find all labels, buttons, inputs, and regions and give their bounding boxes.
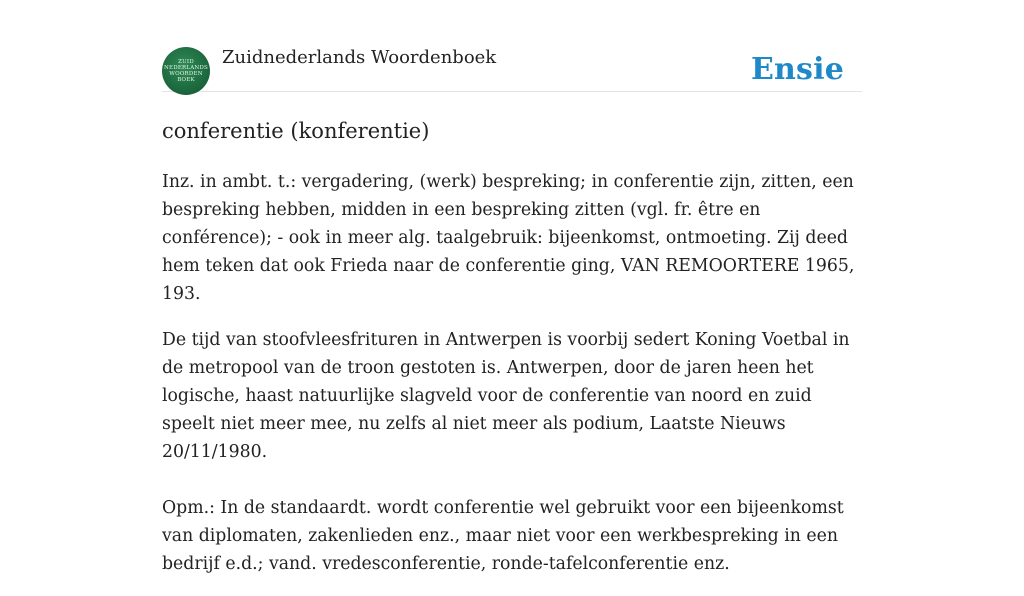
logo-line-4: BOEK — [177, 77, 195, 83]
logo-line-3: WOORDEN — [169, 71, 203, 77]
ensie-brand-logo[interactable]: Ensie — [750, 52, 844, 87]
logo-line-1: ZUID — [178, 59, 194, 65]
entry-definition: Inz. in ambt. t.: vergadering, (werk) bespreking; in conferentie zijn, zitten, een bespreking hebben, midden in een bespreking zitten (vgl. fr. être en conférence); - ook in meer alg. taalgebruik: bijeenkomst, ontmoeting. Zij deed hem teken dat ook Frieda naar de conferentie ging, VAN REMOORTERE 1965, 193. — [162, 172, 855, 304]
site-header — [162, 46, 862, 92]
site-name-link[interactable]: Zuidnederlands Woordenboek — [222, 47, 497, 68]
entry-example-quote: De tijd van stoofvleesfrituren in Antwerpen is voorbij sedert Koning Voetbal in de metropool van de troon gestoten is. Antwerpen, door de jaren heen het logische, haast natuurlijke slagveld voor de conferentie van noord en zuid speelt niet meer mee, nu zelfs al niet meer als podium, Laatste Nieuws 20/11/1980. — [162, 330, 850, 462]
entry-content — [162, 168, 862, 596]
site-logo[interactable] — [162, 47, 210, 95]
logo-line-2: NEDERLANDS — [163, 65, 208, 71]
entry-note: Opm.: In de standaardt. wordt conferentie wel gebruikt voor een bijeenkomst van diplomaten, zakenlieden enz., maar niet voor een werkbespreking in een bedrijf e.d.; vand. vredesconferentie, ronde-tafelconferentie enz. — [162, 498, 844, 574]
entry-title: conferentie (konferentie) — [162, 119, 430, 143]
